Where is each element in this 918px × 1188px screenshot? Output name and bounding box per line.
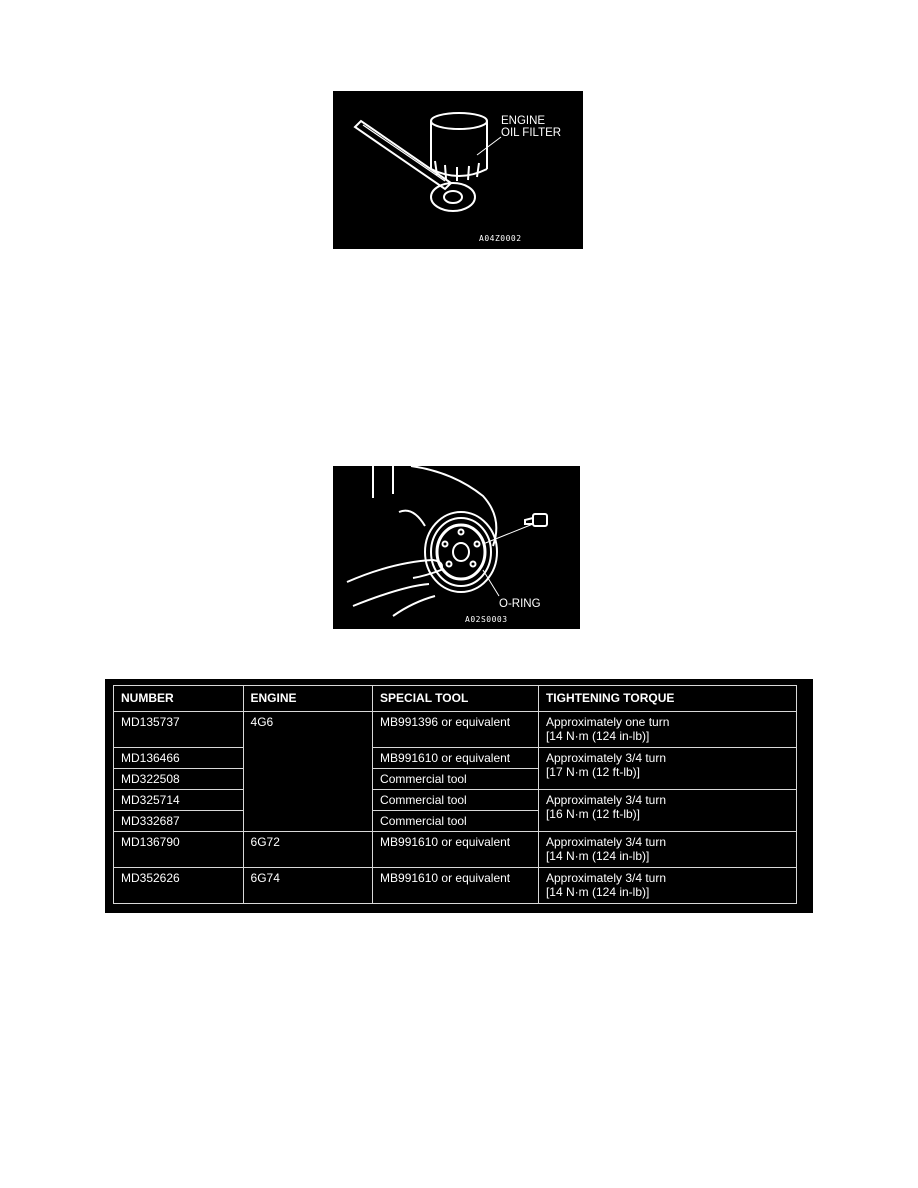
torque-line-2: [14 N·m (124 in-lb)] — [545, 885, 650, 899]
torque-line-2: [14 N·m (124 in-lb)] — [545, 729, 650, 743]
torque-line-2: [14 N·m (124 in-lb)] — [545, 849, 650, 863]
cell-torque — [538, 790, 796, 832]
table-row — [114, 832, 797, 868]
header-number: NUMBER — [114, 686, 244, 712]
cell-tool: MB991610 or equivalent — [373, 868, 539, 904]
cell-torque — [538, 712, 796, 748]
table-row — [114, 712, 797, 748]
torque-line-2: [17 N·m (12 ft-lb)] — [545, 765, 640, 779]
cell-number: MD332687 — [114, 811, 244, 832]
torque-line-1: Approximately 3/4 turn — [545, 835, 667, 849]
cell-engine: 6G74 — [243, 868, 373, 904]
label-line-1: ENGINE — [501, 115, 546, 127]
spec-table — [113, 685, 797, 904]
cell-tool: Commercial tool — [373, 769, 539, 790]
cell-torque — [538, 748, 796, 790]
table-row — [114, 748, 797, 769]
table-row — [114, 790, 797, 811]
cell-torque — [538, 868, 796, 904]
label-line-2: OIL FILTER — [501, 127, 562, 139]
cell-tool: MB991396 or equivalent — [373, 712, 539, 748]
cell-engine: 6G72 — [243, 832, 373, 868]
cell-engine: 4G6 — [243, 712, 373, 832]
figure-code: A04Z0002 — [479, 234, 522, 243]
table-row — [114, 868, 797, 904]
torque-line-1: Approximately 3/4 turn — [545, 793, 667, 807]
torque-line-1: Approximately one turn — [545, 715, 670, 729]
table-header-row — [114, 686, 797, 712]
oil-filter-figure — [333, 91, 583, 249]
torque-line-2: [16 N·m (12 ft-lb)] — [545, 807, 640, 821]
cell-tool: Commercial tool — [373, 811, 539, 832]
header-tightening-torque: TIGHTENING TORQUE — [538, 686, 796, 712]
cell-number: MD136790 — [114, 832, 244, 868]
figure-code: A02S0003 — [465, 615, 508, 624]
cell-number: MD325714 — [114, 790, 244, 811]
torque-line-1: Approximately 3/4 turn — [545, 871, 667, 885]
cell-tool: Commercial tool — [373, 790, 539, 811]
torque-line-1: Approximately 3/4 turn — [545, 751, 667, 765]
cell-tool: MB991610 or equivalent — [373, 748, 539, 769]
cell-number: MD352626 — [114, 868, 244, 904]
cell-number: MD322508 — [114, 769, 244, 790]
header-engine: ENGINE — [243, 686, 373, 712]
o-ring-figure — [333, 466, 580, 629]
o-ring-illustration — [333, 466, 580, 629]
cell-torque — [538, 832, 796, 868]
header-special-tool: SPECIAL TOOL — [373, 686, 539, 712]
cell-number: MD135737 — [114, 712, 244, 748]
cell-tool: MB991610 or equivalent — [373, 832, 539, 868]
cell-number: MD136466 — [114, 748, 244, 769]
oil-filter-spec-table — [105, 679, 813, 913]
o-ring-label: O-RING — [499, 598, 541, 610]
oil-filter-label — [501, 115, 561, 139]
